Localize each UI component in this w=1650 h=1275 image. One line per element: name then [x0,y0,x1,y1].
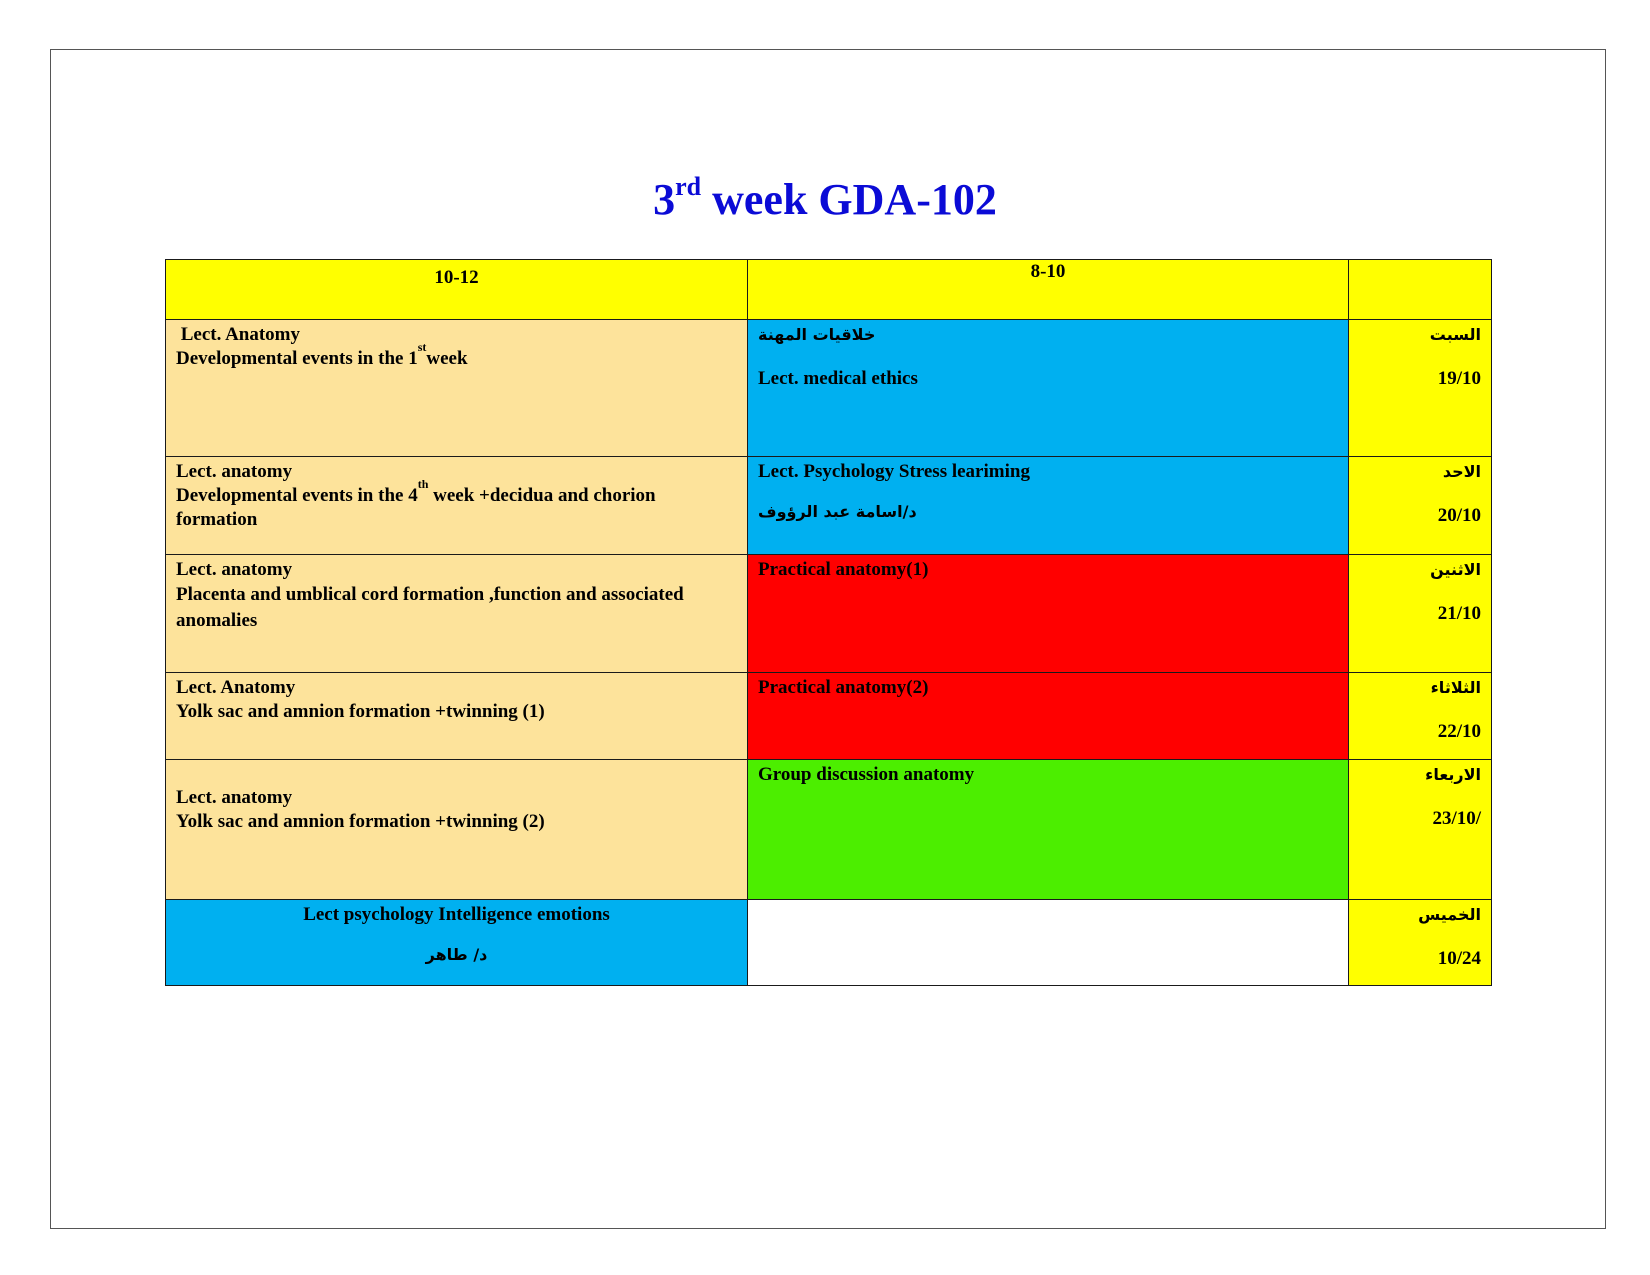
cell-day: الخميس 10/24 [1349,900,1492,986]
cell-day: الاثنين 21/10 [1349,555,1492,673]
table-row [166,320,1492,457]
cell-slot1: Lect. Anatomy Developmental events in the 1stweek [166,320,748,457]
cell-slot1: Lect psychology Intelligence emotions د/ طاهر [166,900,748,986]
table-row [166,457,1492,555]
cell-slot1: Lect. anatomy Placenta and umblical cord formation ,function and associated anomalies [166,555,748,673]
cell-slot2: Practical anatomy(1) [748,555,1349,673]
cell-slot1: Lect. anatomy Developmental events in the 4th week +decidua and chorion formation [166,457,748,555]
schedule-table [165,259,1492,986]
table-row [166,555,1492,673]
header-row [166,260,1492,320]
page-title: 3rd week GDA-102 [653,172,997,224]
cell-slot2: خلاقيات المهنة Lect. medical ethics [748,320,1349,457]
cell-day: الاحد 20/10 [1349,457,1492,555]
cell-slot1: Lect. Anatomy Yolk sac and amnion formation +twinning (1) [166,673,748,760]
cell-day: السبت 19/10 [1349,320,1492,457]
table-row [166,900,1492,986]
title-superscript: rd [675,172,702,201]
table-row [166,673,1492,760]
header-day-column [1349,260,1492,320]
cell-slot2: Group discussion anatomy [748,760,1349,900]
header-slot-10-12: 10-12 [166,260,748,320]
cell-slot2: Lect. Psychology Stress leariming د/اسامة عبد الرؤوف [748,457,1349,555]
cell-day: الاربعاء 23/10/ [1349,760,1492,900]
cell-slot2 [748,900,1349,986]
cell-day: الثلاثاء 22/10 [1349,673,1492,760]
header-slot-8-10: 8-10 [748,260,1349,320]
cell-slot2: Practical anatomy(2) [748,673,1349,760]
cell-slot1: Lect. anatomy Yolk sac and amnion formation +twinning (2) [166,760,748,900]
table-row [166,760,1492,900]
